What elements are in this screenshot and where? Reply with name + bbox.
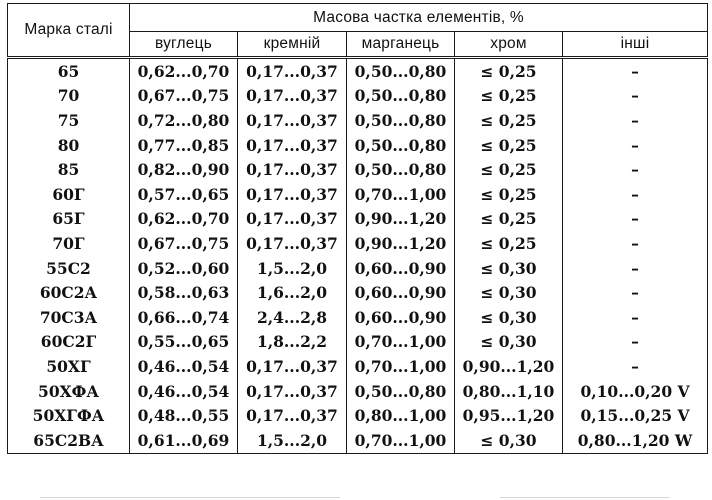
manganese-cell: 0,50...0,80	[347, 108, 455, 133]
chromium-cell: ≤ 0,25	[455, 157, 563, 182]
chromium-cell: ≤ 0,30	[455, 330, 563, 355]
silicon-cell: 2,4...2,8	[238, 305, 347, 330]
manganese-cell: 0,90...1,20	[347, 207, 455, 232]
other-elements-cell: –	[563, 231, 708, 256]
carbon-cell: 0,55...0,65	[130, 330, 238, 355]
grade-cell: 60С2Г	[8, 330, 130, 355]
silicon-cell: 0,17...0,37	[238, 403, 347, 428]
carbon-cell: 0,72...0,80	[130, 108, 238, 133]
grade-cell: 55С2	[8, 256, 130, 281]
carbon-cell: 0,77...0,85	[130, 133, 238, 158]
grade-cell: 50ХГ	[8, 354, 130, 379]
grade-cell: 70Г	[8, 231, 130, 256]
manganese-cell: 0,50...0,80	[347, 58, 455, 84]
manganese-cell: 0,50...0,80	[347, 157, 455, 182]
other-elements-cell: –	[563, 84, 708, 109]
chromium-column-header: хром	[455, 32, 563, 58]
chromium-cell: 0,90...1,20	[455, 354, 563, 379]
manganese-cell: 0,50...0,80	[347, 84, 455, 109]
grade-cell: 65Г	[8, 207, 130, 232]
grade-cell: 50ХГФА	[8, 403, 130, 428]
manganese-cell: 0,90...1,20	[347, 231, 455, 256]
silicon-column-header: кремній	[238, 32, 347, 58]
chromium-cell: 0,95...1,20	[455, 403, 563, 428]
chromium-cell: ≤ 0,25	[455, 58, 563, 84]
other-elements-cell: –	[563, 58, 708, 84]
table-row	[8, 84, 708, 109]
chromium-cell: ≤ 0,25	[455, 182, 563, 207]
other-elements-cell: –	[563, 280, 708, 305]
carbon-cell: 0,66...0,74	[130, 305, 238, 330]
chromium-cell: ≤ 0,30	[455, 256, 563, 281]
chromium-cell: ≤ 0,25	[455, 133, 563, 158]
silicon-cell: 0,17...0,37	[238, 157, 347, 182]
chromium-cell: 0,80...1,10	[455, 379, 563, 404]
grade-cell: 75	[8, 108, 130, 133]
carbon-cell: 0,46...0,54	[130, 379, 238, 404]
silicon-cell: 0,17...0,37	[238, 133, 347, 158]
silicon-cell: 0,17...0,37	[238, 207, 347, 232]
table-row	[8, 108, 708, 133]
carbon-cell: 0,52...0,60	[130, 256, 238, 281]
grade-cell: 60С2А	[8, 280, 130, 305]
grade-column-header: Марка сталі	[8, 4, 130, 58]
other-column-header: інші	[563, 32, 708, 58]
silicon-cell: 0,17...0,37	[238, 182, 347, 207]
manganese-cell: 0,60...0,90	[347, 305, 455, 330]
silicon-cell: 1,5...2,0	[238, 428, 347, 453]
chromium-cell: ≤ 0,25	[455, 84, 563, 109]
other-elements-cell: –	[563, 108, 708, 133]
other-elements-cell: –	[563, 157, 708, 182]
silicon-cell: 1,6...2,0	[238, 280, 347, 305]
table-row	[8, 182, 708, 207]
carbon-cell: 0,62...0,70	[130, 58, 238, 84]
carbon-cell: 0,67...0,75	[130, 84, 238, 109]
mass-fraction-header: Масова частка елементів, %	[130, 4, 708, 32]
manganese-cell: 0,70...1,00	[347, 354, 455, 379]
other-elements-cell: –	[563, 354, 708, 379]
grade-cell: 70	[8, 84, 130, 109]
grade-cell: 85	[8, 157, 130, 182]
other-elements-cell: 0,15...0,25 V	[563, 403, 708, 428]
table-row	[8, 305, 708, 330]
silicon-cell: 0,17...0,37	[238, 354, 347, 379]
table-header	[8, 4, 708, 58]
chromium-cell: ≤ 0,30	[455, 428, 563, 453]
other-elements-cell: –	[563, 182, 708, 207]
carbon-column-header: вуглець	[130, 32, 238, 58]
other-elements-cell: –	[563, 207, 708, 232]
table-row	[8, 280, 708, 305]
grade-cell: 50ХФА	[8, 379, 130, 404]
table-row	[8, 207, 708, 232]
silicon-cell: 1,5...2,0	[238, 256, 347, 281]
table-row	[8, 256, 708, 281]
table-row	[8, 354, 708, 379]
other-elements-cell: –	[563, 305, 708, 330]
manganese-cell: 0,60...0,90	[347, 256, 455, 281]
chromium-cell: ≤ 0,30	[455, 280, 563, 305]
manganese-column-header: марганець	[347, 32, 455, 58]
manganese-cell: 0,70...1,00	[347, 182, 455, 207]
grade-cell: 70С3А	[8, 305, 130, 330]
other-elements-cell: –	[563, 256, 708, 281]
silicon-cell: 0,17...0,37	[238, 379, 347, 404]
manganese-cell: 0,50...0,80	[347, 133, 455, 158]
chromium-cell: ≤ 0,25	[455, 231, 563, 256]
chromium-cell: ≤ 0,25	[455, 207, 563, 232]
table-row	[8, 379, 708, 404]
manganese-cell: 0,60...0,90	[347, 280, 455, 305]
steel-composition-table	[7, 3, 708, 454]
manganese-cell: 0,50...0,80	[347, 379, 455, 404]
scan-artifact-line	[500, 497, 670, 498]
table-row	[8, 133, 708, 158]
manganese-cell: 0,70...1,00	[347, 428, 455, 453]
table-row	[8, 157, 708, 182]
table-body	[8, 58, 708, 454]
other-elements-cell: 0,80...1,20 W	[563, 428, 708, 453]
silicon-cell: 0,17...0,37	[238, 231, 347, 256]
carbon-cell: 0,46...0,54	[130, 354, 238, 379]
other-elements-cell: –	[563, 133, 708, 158]
grade-cell: 65С2ВА	[8, 428, 130, 453]
table-row	[8, 428, 708, 453]
carbon-cell: 0,58...0,63	[130, 280, 238, 305]
table-row	[8, 403, 708, 428]
grade-cell: 60Г	[8, 182, 130, 207]
carbon-cell: 0,61...0,69	[130, 428, 238, 453]
carbon-cell: 0,67...0,75	[130, 231, 238, 256]
carbon-cell: 0,82...0,90	[130, 157, 238, 182]
carbon-cell: 0,62...0,70	[130, 207, 238, 232]
scan-artifact-line	[40, 497, 340, 498]
carbon-cell: 0,48...0,55	[130, 403, 238, 428]
other-elements-cell: 0,10...0,20 V	[563, 379, 708, 404]
other-elements-cell: –	[563, 330, 708, 355]
table-row	[8, 58, 708, 84]
manganese-cell: 0,80...1,00	[347, 403, 455, 428]
silicon-cell: 0,17...0,37	[238, 84, 347, 109]
silicon-cell: 0,17...0,37	[238, 58, 347, 84]
manganese-cell: 0,70...1,00	[347, 330, 455, 355]
silicon-cell: 0,17...0,37	[238, 108, 347, 133]
carbon-cell: 0,57...0,65	[130, 182, 238, 207]
chromium-cell: ≤ 0,25	[455, 108, 563, 133]
grade-cell: 65	[8, 58, 130, 84]
chromium-cell: ≤ 0,30	[455, 305, 563, 330]
silicon-cell: 1,8...2,2	[238, 330, 347, 355]
grade-cell: 80	[8, 133, 130, 158]
table-row	[8, 231, 708, 256]
table-row	[8, 330, 708, 355]
